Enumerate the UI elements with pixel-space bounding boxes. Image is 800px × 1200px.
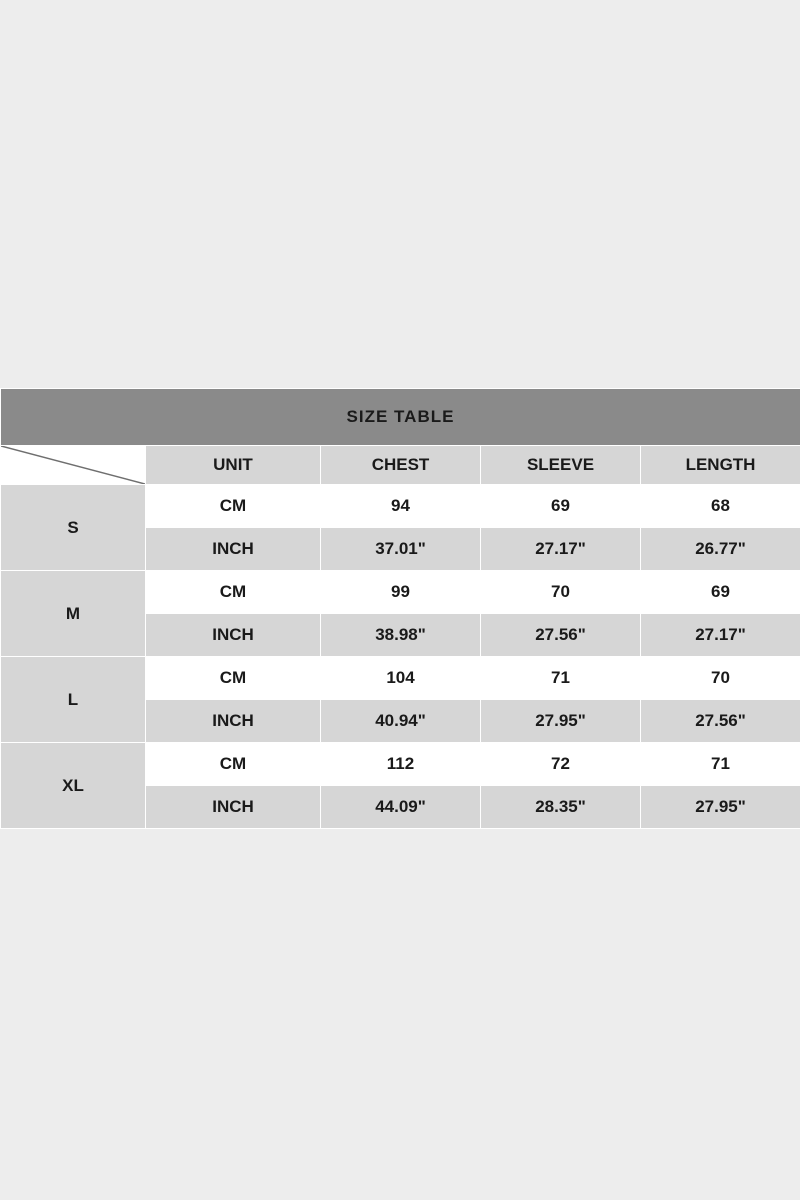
value-sleeve: 72 [481,743,641,786]
unit-cell: INCH [146,786,321,829]
value-length: 70 [641,657,800,700]
value-length: 27.17" [641,614,800,657]
size-label-xl: XL [1,743,146,829]
value-sleeve: 69 [481,485,641,528]
value-length: 71 [641,743,800,786]
value-sleeve: 71 [481,657,641,700]
unit-cell: CM [146,657,321,700]
table-header-row [1,446,800,485]
column-header-sleeve: SLEEVE [481,446,641,485]
value-chest: 94 [321,485,481,528]
value-sleeve: 70 [481,571,641,614]
unit-cell: CM [146,571,321,614]
table-row [1,485,800,528]
value-sleeve: 27.17" [481,528,641,571]
unit-cell: INCH [146,700,321,743]
value-length: 27.56" [641,700,800,743]
value-chest: 38.98" [321,614,481,657]
column-header-chest: CHEST [321,446,481,485]
size-label-l: L [1,657,146,743]
column-header-unit: UNIT [146,446,321,485]
column-header-length: LENGTH [641,446,800,485]
size-table-container [0,388,800,829]
value-sleeve: 27.56" [481,614,641,657]
unit-cell: INCH [146,528,321,571]
size-table [0,388,800,829]
value-chest: 104 [321,657,481,700]
diagonal-slash-icon [1,446,145,484]
unit-cell: CM [146,485,321,528]
value-length: 27.95" [641,786,800,829]
unit-cell: INCH [146,614,321,657]
value-sleeve: 27.95" [481,700,641,743]
table-title-row [1,389,800,446]
value-sleeve: 28.35" [481,786,641,829]
table-row [1,571,800,614]
corner-diagonal-cell [1,446,146,485]
value-length: 69 [641,571,800,614]
table-row [1,657,800,700]
value-chest: 40.94" [321,700,481,743]
value-length: 68 [641,485,800,528]
size-label-s: S [1,485,146,571]
value-chest: 112 [321,743,481,786]
value-length: 26.77" [641,528,800,571]
value-chest: 37.01" [321,528,481,571]
value-chest: 99 [321,571,481,614]
size-label-m: M [1,571,146,657]
unit-cell: CM [146,743,321,786]
value-chest: 44.09" [321,786,481,829]
table-title: SIZE TABLE [1,389,800,446]
table-row [1,743,800,786]
